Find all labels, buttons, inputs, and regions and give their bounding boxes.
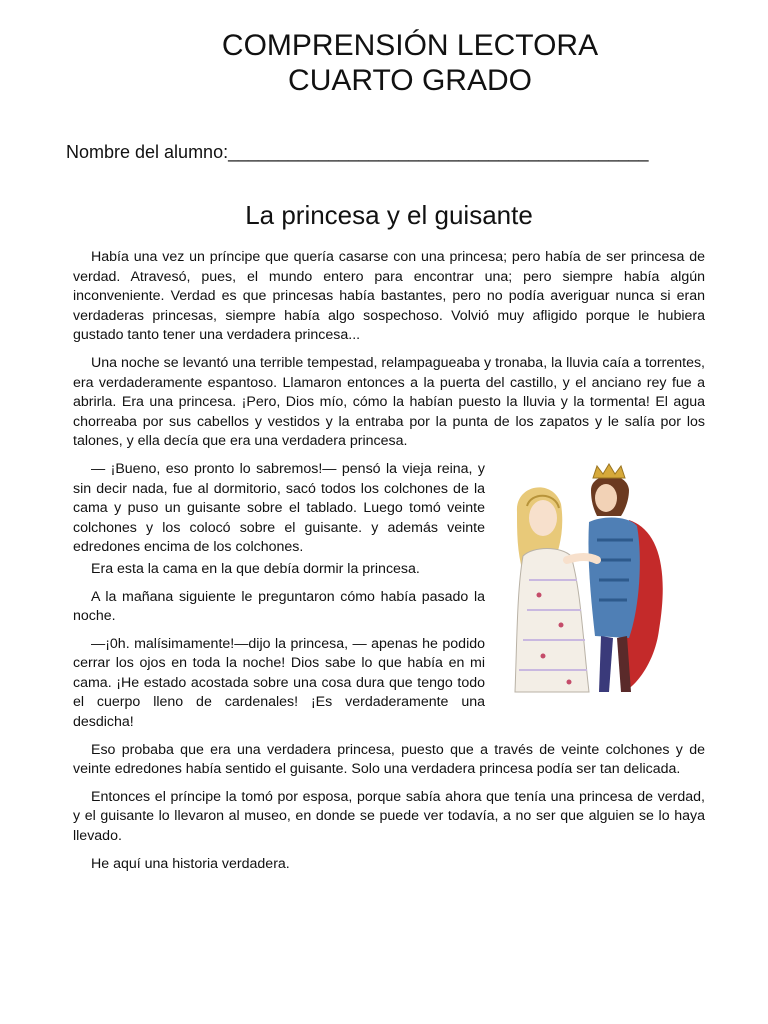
story-paragraph: Entonces el príncipe la tomó por esposa, porque sabía ahora que tenía una princesa de verdad, y el guisante lo llevaron al museo, en donde se puede ver todavía, a no ser que alguien se lo haya llevado. (73, 788, 705, 845)
crown (593, 464, 625, 478)
prince-tunic (588, 517, 639, 638)
story-paragraph: A la mañana siguiente le preguntaron cómo había pasado la noche. (73, 588, 485, 625)
story-paragraph: — ¡Bueno, eso pronto lo sabremos!— pensó la vieja reina, y sin decir nada, fue al dormitorio, sacó todos los colchones de la cama y puso un guisante sobre el tablado. Luego tomó veinte colchones y los colocó sobre el guisante. y además veinte edredones encima de los colchones. (73, 460, 485, 556)
story-paragraph: Era esta la cama en la que debía dormir la princesa. (91, 560, 420, 577)
story-body (73, 248, 705, 882)
story-paragraph: Eso probaba que era una verdadera princesa, puesto que a través de veinte colchones y de veinte edredones había sentido el guisante. Solo una verdadera princesa podía ser tan delicada. (73, 741, 705, 778)
story-paragraph: Una noche se levantó una terrible tempestad, relampagueaba y tronaba, la lluvia caía a torrentes, era verdaderamente espantoso. Llamaron entonces a la puerta del castillo, y el anciano rey fue a abrirla. Era una princesa. ¡Pero, Dios mío, cómo la habían puesto la lluvia y la tormenta! El agua chorreaba por sus cabellos y vestidos y la entraba por la punta de los zapatos y le salía por los talones, y ella decía que era una verdadera princesa. (73, 354, 705, 450)
header-subject: COMPRENSIÓN LECTORA (221, 29, 599, 62)
story-paragraph: —¡0h. malísimamente!—dijo la princesa, — apenas he podido cerrar los ojos en toda la noche! Dios sabe lo que había en mi cama. ¡He estado acostada sobre una cosa dura que tengo todo el cuerpo lleno de cardenales! ¡Es verdaderamente una desdicha! (73, 635, 485, 731)
princess-prince-illustration (509, 460, 705, 698)
story-paragraph: He aquí una historia verdadera. (91, 855, 290, 872)
story-title: La princesa y el guisante (245, 200, 533, 230)
header-grade: CUARTO GRADO (288, 64, 532, 97)
story-paragraph: Había una vez un príncipe que quería casarse con una princesa; pero había de ser princesa de verdad. Atravesó, pues, el mundo entero para encontrar una; pero siempre había algún inconveniente. Verdad es que princesas había bastantes, pero no podía averiguar nunca si eran verdaderas princesas, siempre había algo sospechoso. Volvió muy afligido porque le hubiera gustado tanto tener una verdadera princesa... (73, 249, 705, 344)
student-name-blank[interactable]: __________________________________________ (228, 142, 649, 162)
worksheet-header (0, 28, 768, 98)
student-name-label: Nombre del alumno: (66, 142, 229, 162)
student-name-line[interactable] (66, 142, 649, 163)
